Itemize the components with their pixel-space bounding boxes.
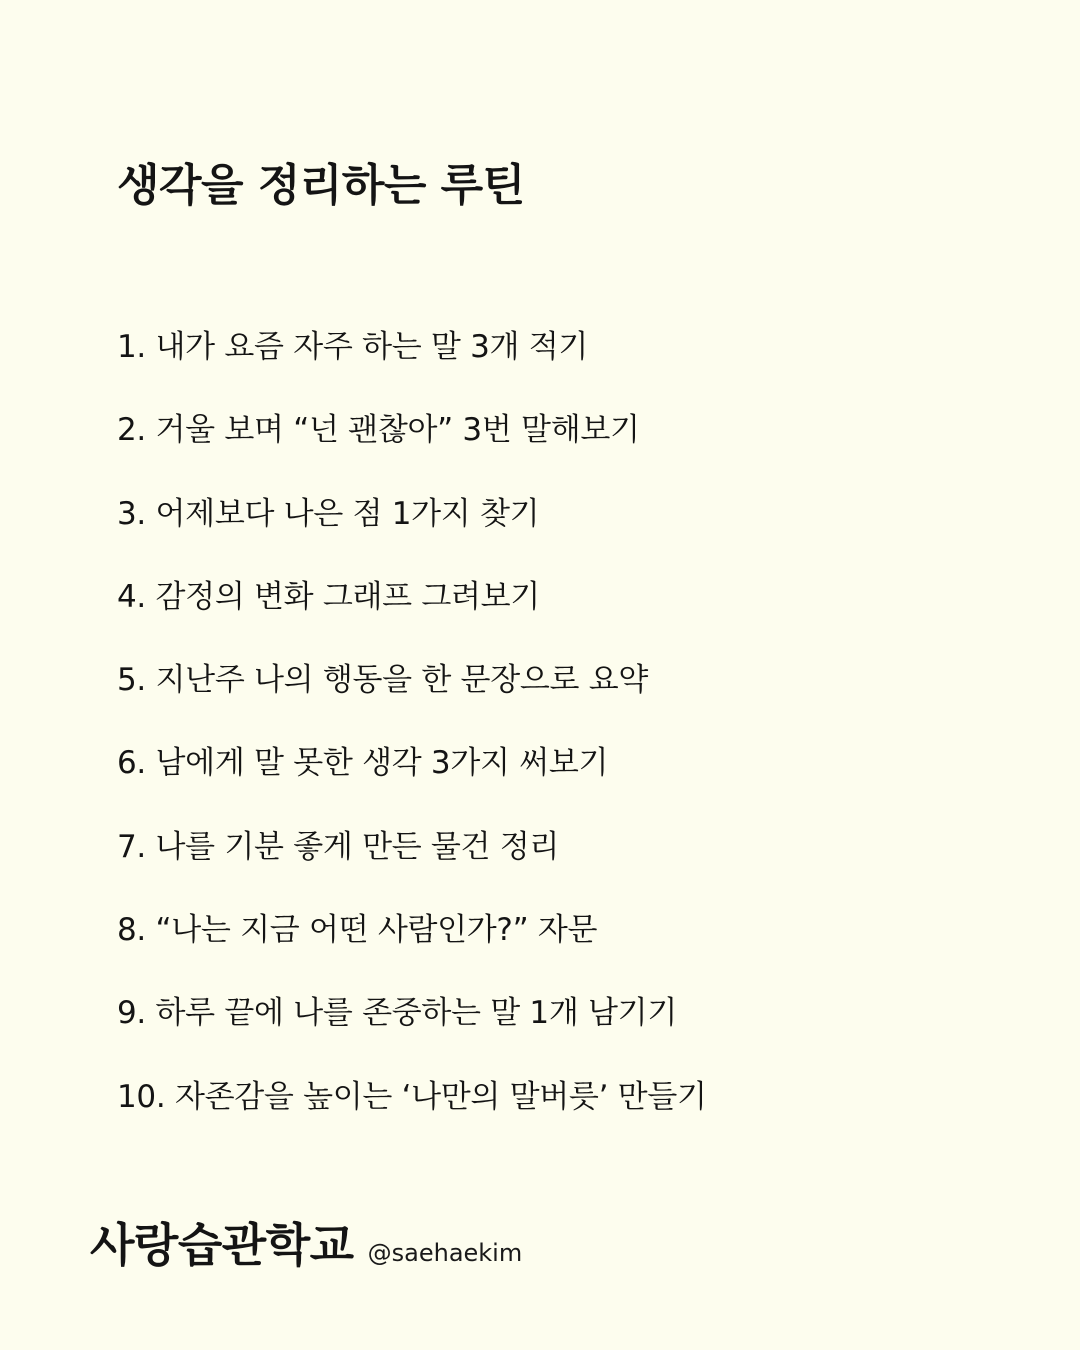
brand-name: 사랑습관학교	[90, 1218, 354, 1272]
routine-list	[117, 322, 707, 1155]
page-title: 생각을 정리하는 루틴	[117, 160, 525, 211]
list-item: 10. 자존감을 높이는 ‘나만의 말버릇’ 만들기	[117, 1078, 707, 1115]
list-item: 3. 어제보다 나은 점 1가지 찾기	[117, 495, 540, 532]
list-item: 8. “나는 지금 어떤 사람인가?” 자문	[117, 912, 598, 949]
list-item: 5. 지난주 나의 행동을 한 문장으로 요약	[117, 662, 648, 699]
footer	[90, 1210, 522, 1280]
list-item: 1. 내가 요즘 자주 하는 말 3개 적기	[117, 329, 589, 365]
list-item: 2. 거울 보며 “넌 괜찮아” 3번 말해보기	[117, 412, 640, 449]
author-handle: @saehaekim	[367, 1239, 523, 1267]
list-item: 7. 나를 기분 좋게 만든 물건 정리	[117, 828, 560, 865]
list-item: 6. 남에게 말 못한 생각 3가지 써보기	[117, 745, 609, 782]
list-item: 4. 감정의 변화 그래프 그려보기	[117, 578, 540, 615]
list-item: 9. 하루 끝에 나를 존중하는 말 1개 남기기	[117, 995, 677, 1032]
